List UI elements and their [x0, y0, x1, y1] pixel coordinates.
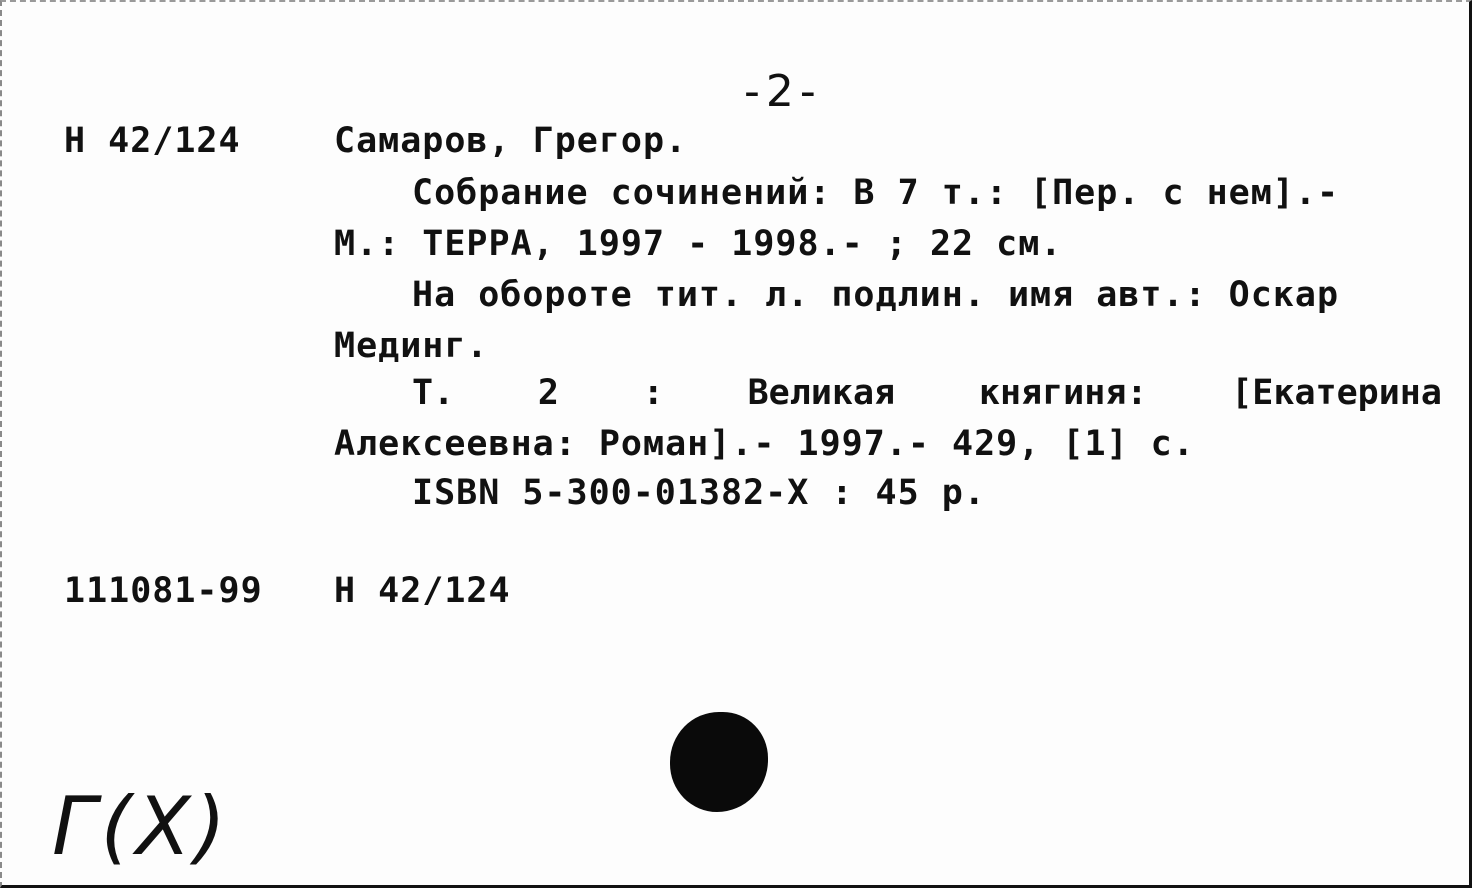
page-number: -2-	[744, 66, 822, 117]
volume-line-1	[332, 373, 1442, 413]
volume-colon: :	[642, 373, 664, 413]
title-line: Собрание сочинений: В 7 т.: [Пер. с нем].-	[412, 173, 1340, 213]
author-heading: Самаров, Грегор.	[334, 121, 688, 161]
note-line-2: Мединг.	[334, 326, 489, 366]
inventory-number: 111081-99	[64, 571, 263, 611]
shelfmark-repeat: Н 42/124	[334, 571, 511, 611]
volume-title-word-2: княгиня:	[978, 373, 1148, 413]
handwritten-mark: Г(Х)	[52, 780, 230, 873]
shelfmark: Н 42/124	[64, 121, 241, 161]
volume-number: 2	[537, 373, 559, 413]
volume-title-word-3: [Екатерина	[1231, 373, 1442, 413]
isbn-line: ISBN 5-300-01382-X : 45 р.	[412, 473, 986, 513]
punch-hole	[670, 712, 768, 812]
volume-word: Т.	[412, 373, 455, 413]
imprint-line: М.: ТЕРРА, 1997 - 1998.- ; 22 см.	[334, 224, 1063, 264]
volume-line-2: Алексеевна: Роман].- 1997.- 429, [1] с.	[334, 424, 1195, 464]
volume-title-word-1: Великая	[747, 373, 896, 413]
note-line-1: На обороте тит. л. подлин. имя авт.: Оскар	[412, 275, 1340, 315]
